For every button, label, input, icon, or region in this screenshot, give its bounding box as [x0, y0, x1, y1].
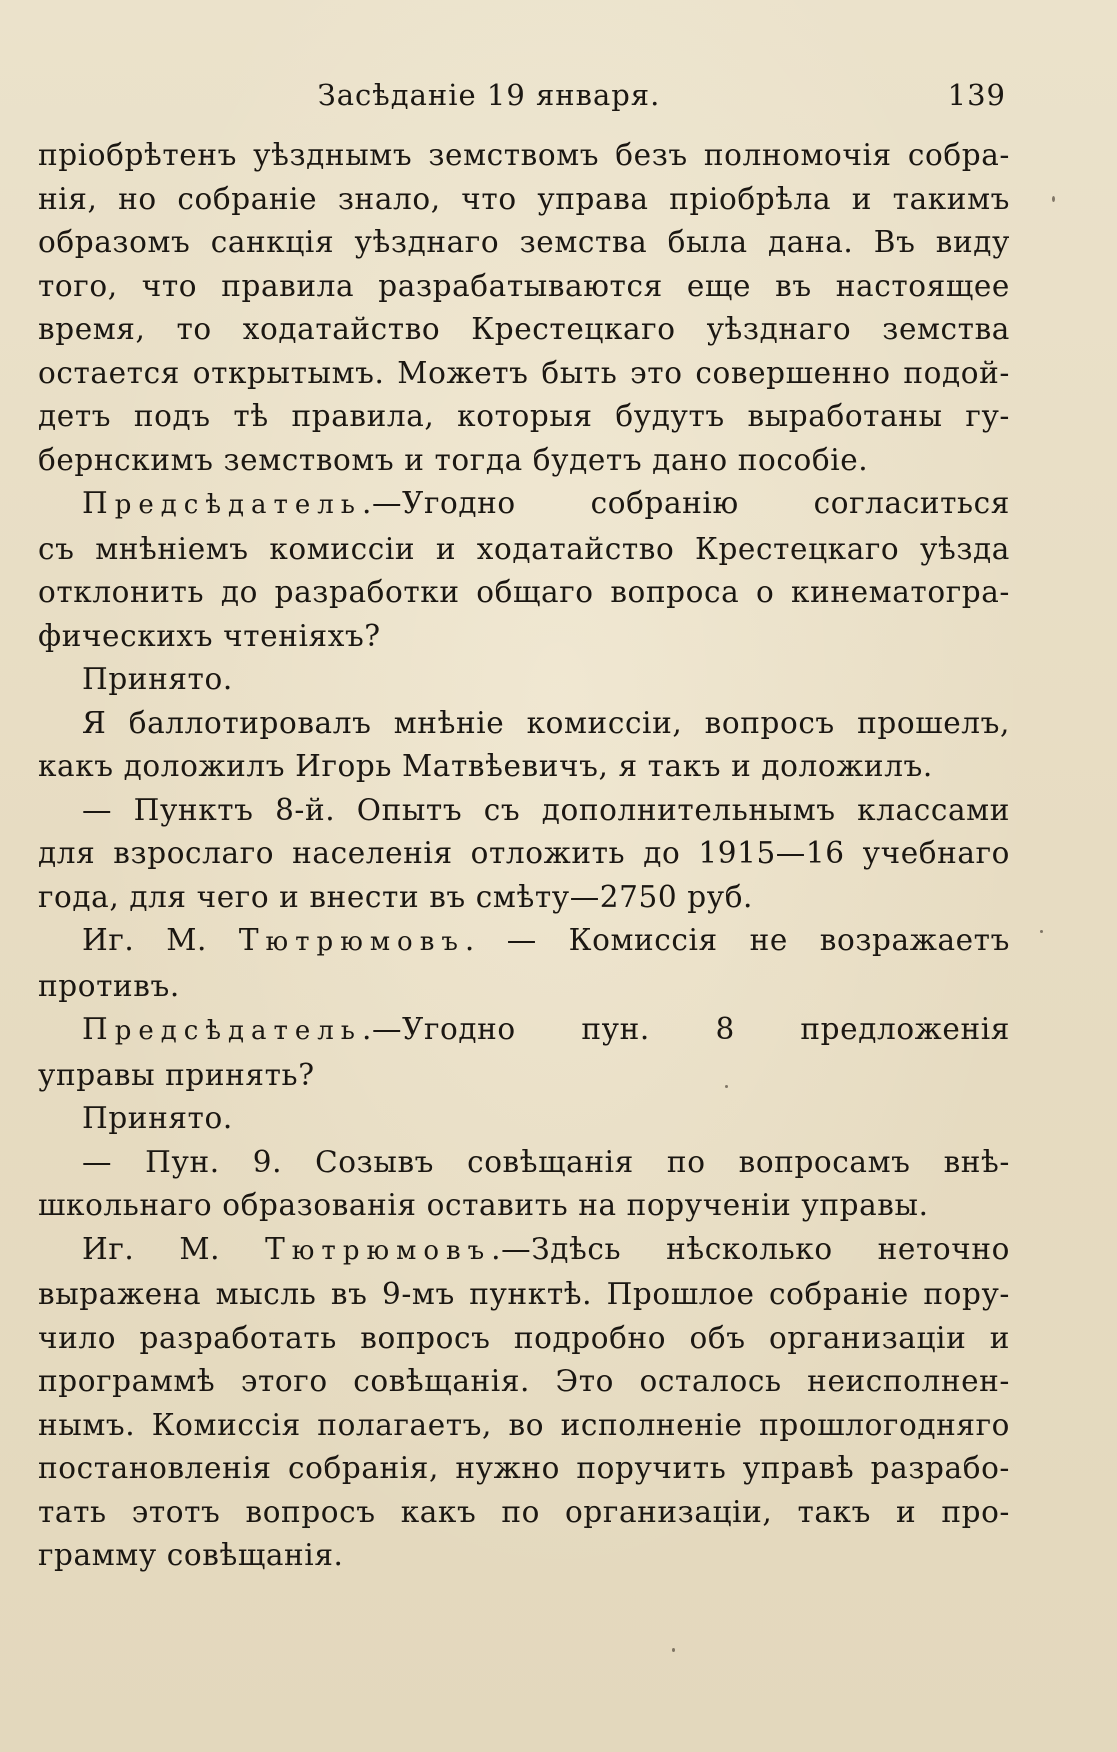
line-text: .—Здѣсь нѣсколько неточно	[491, 1231, 1010, 1266]
paper-speck	[725, 1085, 728, 1088]
line-text: — Пун. 9. Созывъ совѣщанія по вопросамъ внѣ-	[82, 1144, 1010, 1179]
text-line	[38, 1228, 1010, 1274]
line-text: грамму совѣщанія.	[38, 1538, 344, 1572]
line-text: бернскимъ земствомъ и тогда будетъ дано пособіе.	[38, 442, 869, 477]
text-line	[38, 1447, 1010, 1491]
line-text: какъ доложилъ Игорь Матвѣевичъ, я такъ и доложилъ.	[38, 749, 933, 783]
line-text: Принято.	[82, 1101, 233, 1135]
text-line	[38, 439, 1010, 483]
text-line	[38, 1097, 1010, 1141]
text-line	[38, 965, 1010, 1009]
line-text: чило разработать вопросъ подробно объ организаціи и	[38, 1320, 1010, 1355]
line-text: противъ.	[38, 968, 180, 1003]
line-text: для взрослаго населенія отложить до 1915—16 учебнаго	[38, 836, 1010, 870]
line-text: нымъ. Комиссія полагаетъ, во исполненіе прошлогодняго	[38, 1407, 1010, 1442]
text-line	[38, 1534, 1010, 1578]
speaker-name-initial: Т	[238, 923, 266, 957]
text-line	[38, 395, 1010, 439]
running-head	[38, 78, 1010, 126]
line-text: того, что правила разрабатываются еще въ настоящее	[38, 268, 1010, 303]
line-text: постановленія собранія, нужно поручить управѣ разрабо-	[38, 1451, 1010, 1485]
line-text: . — Комиссія не возражаетъ	[464, 923, 1010, 957]
text-line	[38, 615, 1010, 659]
book-page	[38, 78, 1010, 1678]
line-text: фическихъ чтеніяхъ?	[38, 618, 381, 653]
text-line	[38, 178, 1010, 222]
line-text: съ мнѣніемъ комиссіи и ходатайство Крестецкаго уѣзда	[38, 531, 1010, 566]
speaker-name: ютрюмовъ	[265, 927, 465, 957]
text-line	[38, 352, 1010, 396]
paper-speck	[1040, 930, 1043, 933]
text-line	[38, 1491, 1010, 1535]
paper-speck	[672, 1648, 675, 1652]
line-text: Я баллотировалъ мнѣніе комиссіи, вопросъ прошелъ,	[82, 705, 1010, 740]
line-text: года, для чего и внести въ смѣту—2750 руб.	[38, 879, 754, 914]
line-text: программѣ этого совѣщанія. Это осталось неисполнен-	[38, 1364, 1010, 1398]
text-line	[38, 1141, 1010, 1185]
text-line	[38, 832, 1010, 876]
line-text: .—Угодно собранію согласиться	[361, 486, 1010, 520]
line-text: пріобрѣтенъ уѣзднымъ земствомъ безъ полномочія собра-	[38, 138, 1010, 172]
text-line	[38, 1317, 1010, 1361]
text-line	[38, 919, 1010, 965]
text-line	[38, 1184, 1010, 1228]
text-line	[38, 876, 1010, 920]
running-title: Засѣданіе 19 января.	[317, 78, 661, 112]
text-line	[38, 265, 1010, 309]
body-text	[38, 134, 1010, 1578]
text-line	[38, 482, 1010, 528]
line-text: управы принять?	[38, 1057, 315, 1092]
text-line	[38, 658, 1010, 702]
line-text: остается открытымъ. Можетъ быть это совершенно подой-	[38, 355, 1010, 390]
line-text: — Пунктъ 8-й. Опытъ съ дополнительнымъ классами	[82, 792, 1010, 827]
text-line	[38, 789, 1010, 833]
page-number: 139	[947, 78, 1006, 112]
text-line	[38, 528, 1010, 572]
speaker-name: редсѣдатель	[114, 1016, 362, 1046]
speaker-name: ютрюмовъ	[291, 1235, 492, 1266]
text-line	[38, 1008, 1010, 1054]
text-line	[38, 308, 1010, 352]
text-line	[38, 1054, 1010, 1098]
text-line	[38, 1360, 1010, 1404]
speaker-name-initial: П	[82, 1012, 115, 1046]
line-text: .—Угодно пун. 8 предложенія	[361, 1012, 1010, 1046]
line-text: образомъ санкція уѣзднаго земства была дана. Въ виду	[38, 225, 1010, 259]
line-text: Принято.	[82, 662, 233, 696]
speaker-name-initial: Т	[265, 1231, 292, 1266]
text-line	[38, 134, 1010, 178]
speaker-prefix: Иг. М.	[82, 923, 239, 957]
speaker-name-initial: П	[82, 486, 115, 520]
text-line	[38, 745, 1010, 789]
text-line	[38, 221, 1010, 265]
speaker-prefix: Иг. М.	[82, 1231, 266, 1266]
line-text: нія, но собраніе знало, что управа пріобрѣла и такимъ	[38, 181, 1010, 216]
line-text: школьнаго образованія оставить на порученіи управы.	[38, 1188, 929, 1222]
speaker-name: редсѣдатель	[114, 490, 362, 520]
paper-speck	[1052, 196, 1055, 202]
line-text: детъ подъ тѣ правила, которыя будутъ выработаны гу-	[38, 399, 1010, 433]
line-text: выражена мысль въ 9-мъ пунктѣ. Прошлое собраніе пору-	[38, 1277, 1010, 1311]
line-text: тать этотъ вопросъ какъ по организаціи, такъ и про-	[38, 1494, 1010, 1529]
text-line	[38, 1273, 1010, 1317]
text-line	[38, 1404, 1010, 1448]
text-line	[38, 702, 1010, 746]
line-text: отклонить до разработки общаго вопроса о кинематогра-	[38, 575, 1010, 609]
line-text: время, то ходатайство Крестецкаго уѣзднаго земства	[38, 312, 1010, 346]
text-line	[38, 571, 1010, 615]
